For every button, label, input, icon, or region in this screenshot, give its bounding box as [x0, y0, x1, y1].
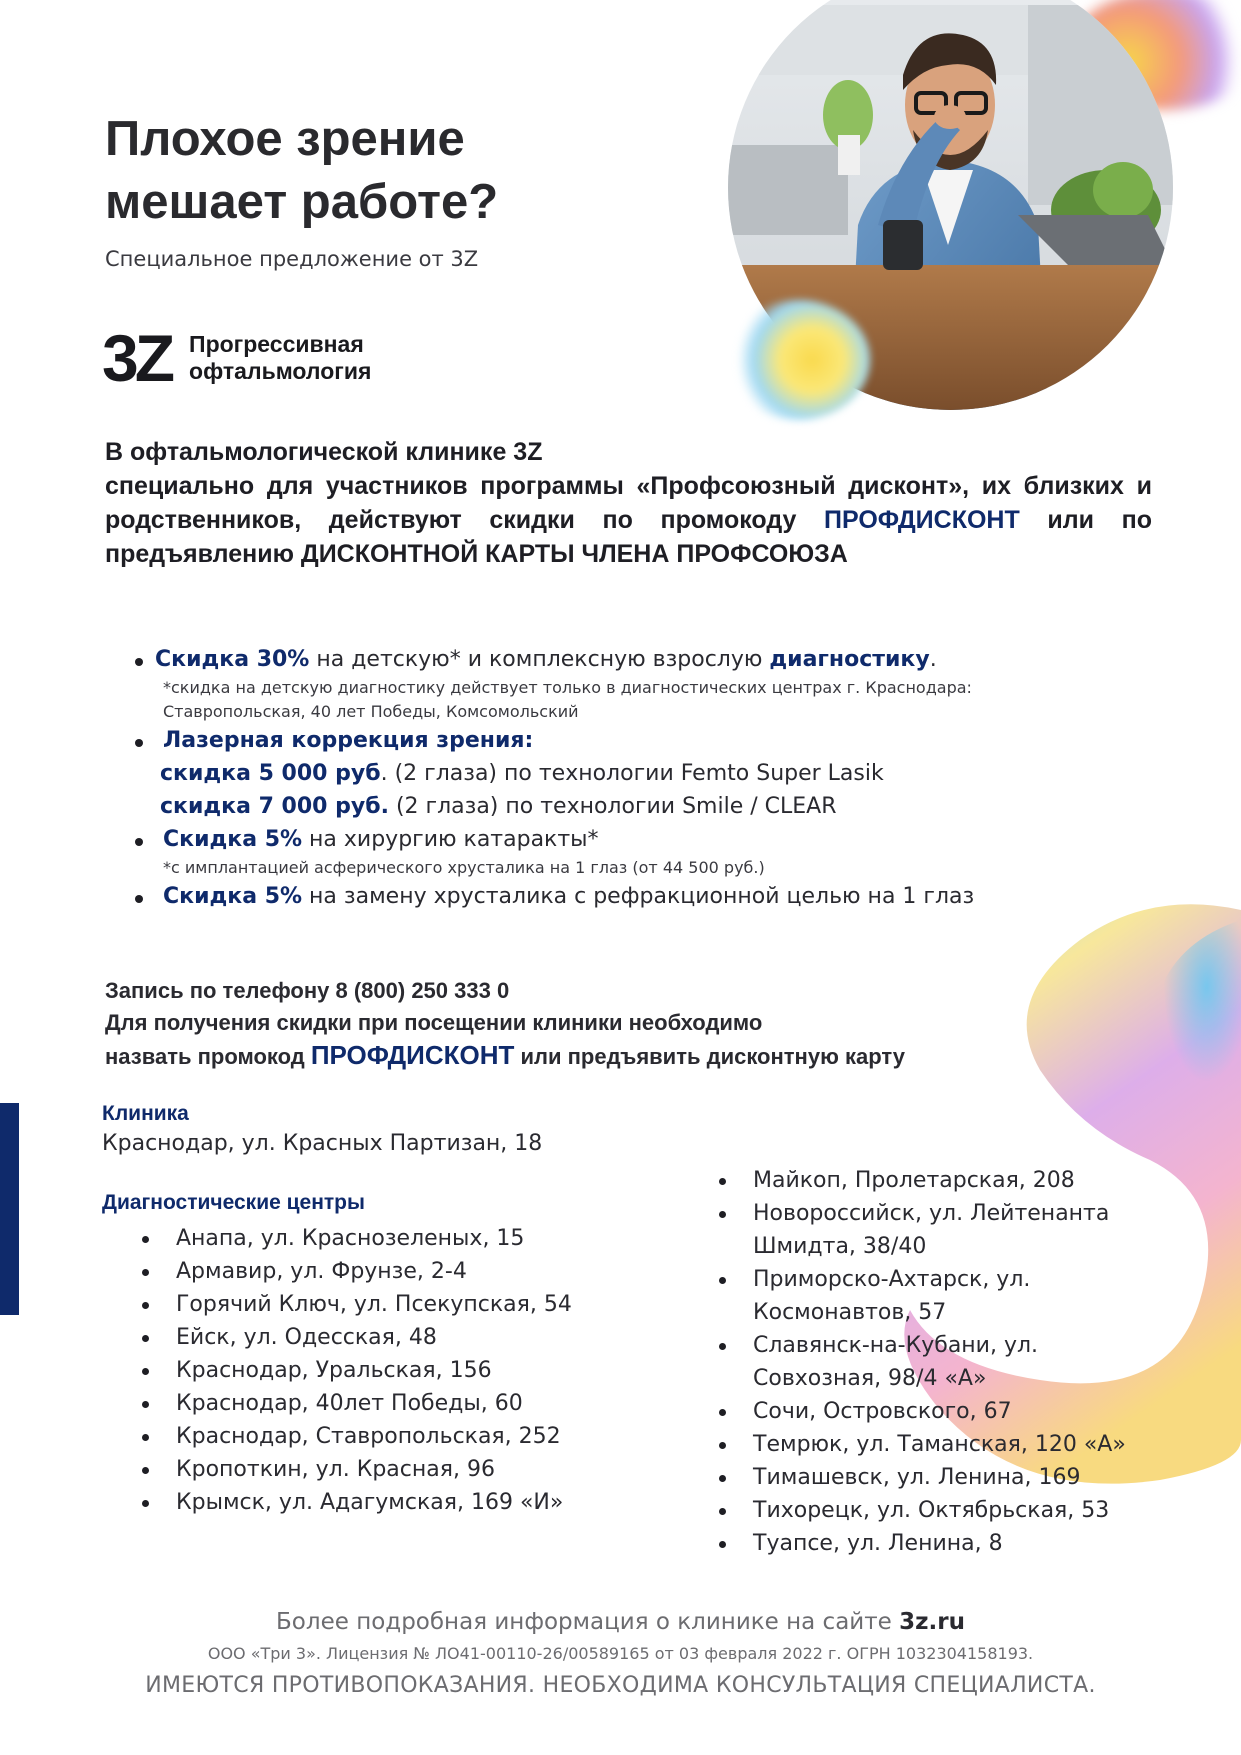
list-item: Краснодар, 40лет Победы, 60	[138, 1387, 618, 1420]
intro-paragraph	[105, 435, 1152, 571]
list-item: Новороссийск, ул. Лейтенанта Шмидта, 38/40	[715, 1197, 1135, 1263]
intro-promo-code: ПРОФДИСКОНТ	[824, 506, 1020, 534]
logo-mark: 3Z	[102, 321, 172, 395]
footer-legal: ООО «Три 3». Лицензия № ЛО41-00110-26/00589165 от 03 февраля 2022 г. ОГРН 1032304158193.	[207, 1644, 1034, 1663]
intro-part-1: специально для участников программы «Профсоюзный дисконт», их близких и родственников, действуют скидки по промокоду	[105, 472, 1152, 534]
booking-line-3-b: или предъявить дисконтную карту	[514, 1044, 905, 1069]
footer-warning: ИМЕЮТСЯ ПРОТИВОПОКАЗАНИЯ. НЕОБХОДИМА КОНСУЛЬТАЦИЯ СПЕЦИАЛИСТА.	[145, 1673, 1096, 1698]
offer-1-highlight: диагностику	[769, 647, 930, 672]
list-item: Крымск, ул. Адагумская, 169 «И»	[138, 1486, 618, 1519]
offer-3-note: *с имплантацией асферического хрусталика на 1 глаз (от 44 500 руб.)	[163, 858, 765, 877]
bullet-icon	[135, 739, 143, 747]
centers-list-right	[715, 1164, 1135, 1560]
centers-heading: Диагностические центры	[102, 1191, 365, 1214]
clinic-heading: Клиника	[102, 1102, 189, 1125]
booking-line-3	[105, 1039, 1005, 1073]
offer-2-title: Лазерная коррекция зрения:	[163, 728, 534, 753]
logo-line-2: офтальмология	[189, 358, 372, 384]
offers-list	[135, 643, 1135, 913]
list-item: Кропоткин, ул. Красная, 96	[138, 1453, 618, 1486]
bullet-icon	[135, 658, 143, 666]
side-accent-bar	[0, 1103, 19, 1315]
offer-item-lens	[135, 880, 1135, 913]
centers-list-left	[138, 1222, 618, 1519]
brand-logo	[102, 321, 372, 395]
intro-part-2: или по предъявлению ДИСКОНТНОЙ КАРТЫ ЧЛЕНА ПРОФСОЮЗА	[105, 506, 1152, 568]
list-item: Приморско-Ахтарск, ул. Космонавтов, 57	[715, 1263, 1135, 1329]
logo-text	[189, 331, 371, 385]
offer-2-sub-2-text: (2 глаза) по технологии Smile / CLEAR	[388, 794, 837, 819]
list-item: Темрюк, ул. Таманская, 120 «А»	[715, 1428, 1135, 1461]
list-item: Горячий Ключ, ул. Псекупская, 54	[138, 1288, 618, 1321]
bullet-icon	[135, 838, 143, 846]
list-item: Ейск, ул. Одесская, 48	[138, 1321, 618, 1354]
list-item: Тихорецк, ул. Октябрьская, 53	[715, 1494, 1135, 1527]
headline-line-1: Плохое зрение	[105, 112, 465, 166]
list-item: Тимашевск, ул. Ленина, 169	[715, 1461, 1135, 1494]
offer-3-text: на хирургию катаракты*	[302, 827, 599, 852]
list-item: Армавир, ул. Фрунзе, 2-4	[138, 1255, 618, 1288]
offer-1-text: на детскую* и комплексную взрослую	[309, 647, 770, 672]
page-title	[105, 108, 665, 234]
booking-promo-code: ПРОФДИСКОНТ	[310, 1040, 515, 1070]
offer-2-sub-1-text: . (2 глаза) по технологии Femto Super Lasik	[380, 761, 884, 786]
offer-4-discount: Скидка 5%	[163, 884, 303, 909]
list-item: Краснодар, Ставропольская, 252	[138, 1420, 618, 1453]
booking-info	[105, 975, 1005, 1073]
list-item: Майкоп, Пролетарская, 208	[715, 1164, 1135, 1197]
list-item: Краснодар, Уральская, 156	[138, 1354, 618, 1387]
clinic-address: Краснодар, ул. Красных Партизан, 18	[102, 1131, 543, 1156]
offer-1-discount: Скидка 30%	[155, 647, 310, 672]
bullet-icon	[135, 895, 143, 903]
footer	[0, 1605, 1241, 1703]
list-item: Туапсе, ул. Ленина, 8	[715, 1527, 1135, 1560]
headline-line-2: мешает работе?	[105, 175, 499, 229]
list-item: Сочи, Островского, 67	[715, 1395, 1135, 1428]
offer-item-diagnostics	[135, 643, 1135, 724]
list-item: Славянск-на-Кубани, ул. Совхозная, 98/4 «А»	[715, 1329, 1135, 1395]
offer-1-note-2: Ставропольская, 40 лет Победы, Комсомольский	[163, 702, 579, 721]
offer-1-end: .	[929, 647, 937, 672]
booking-phone: Запись по телефону 8 (800) 250 333 0	[105, 978, 510, 1003]
footer-site-text: Более подробная информация о клинике на сайте	[276, 1609, 900, 1635]
booking-line-3-a: назвать промокод	[105, 1044, 311, 1069]
list-item: Анапа, ул. Краснозеленых, 15	[138, 1222, 618, 1255]
offer-item-laser	[135, 724, 1135, 823]
intro-line-1: В офтальмологической клинике 3Z	[105, 438, 543, 466]
offer-2-sub-1-discount: скидка 5 000 руб	[160, 761, 381, 786]
offer-3-discount: Скидка 5%	[163, 827, 303, 852]
offer-item-cataract	[135, 823, 1135, 880]
site-link[interactable]: 3z.ru	[899, 1609, 965, 1635]
offer-1-note-1: *скидка на детскую диагностику действует только в диагностических центрах г. Краснодара:	[163, 678, 972, 697]
offer-4-text: на замену хрусталика с рефракционной целью на 1 глаз	[302, 884, 975, 909]
logo-line-1: Прогрессивная	[189, 331, 364, 357]
offer-2-sub-2-discount: скидка 7 000 руб.	[160, 794, 389, 819]
gradient-blob-middle	[725, 300, 870, 420]
subtitle: Специальное предложение от 3Z	[105, 247, 479, 271]
footer-site-line	[0, 1605, 1241, 1639]
booking-line-2: Для получения скидки при посещении клиники необходимо	[105, 1010, 763, 1035]
